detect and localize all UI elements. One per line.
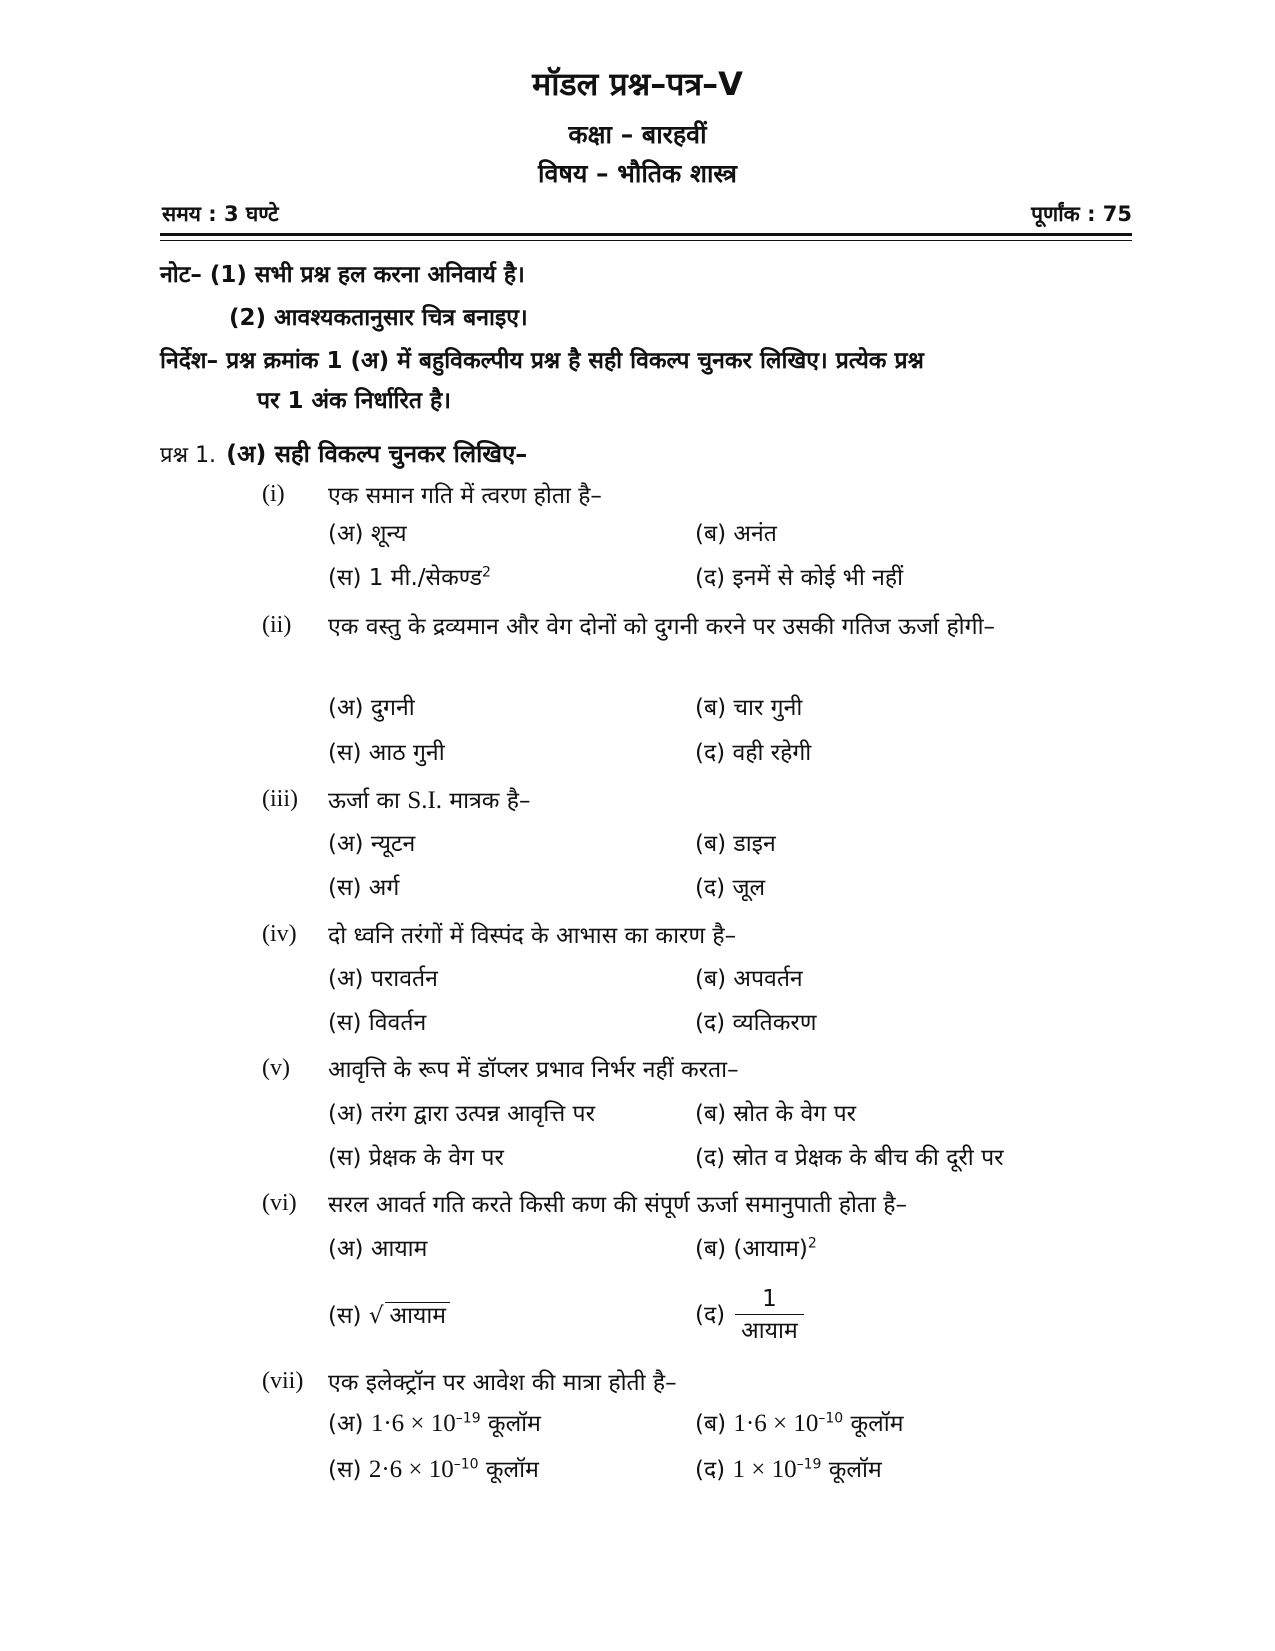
fraction-numerator: 1: [735, 1284, 804, 1315]
item-question: एक इलेक्ट्रॉन पर आवेश की मात्रा होती है–: [328, 1370, 677, 1396]
item-question: दो ध्वनि तरंगों में विस्पंद के आभास का कारण है–: [328, 923, 737, 949]
option-d: [695, 1452, 882, 1484]
option-b-unit: कूलॉम: [850, 1411, 904, 1437]
note-2: (2) आवश्यकतानुसार चित्र बनाइए।: [229, 305, 528, 331]
option-c: (स) प्रेक्षक के वेग पर: [328, 1145, 504, 1171]
subject-line: विषय – भौतिक शास्त्र: [538, 159, 737, 188]
option-a: [328, 1406, 541, 1438]
option-d: (द) स्रोत व प्रेक्षक के बीच की दूरी पर: [695, 1145, 1004, 1171]
option-a-text: (अ): [328, 1411, 364, 1437]
option-d: (द) वही रहेगी: [695, 740, 812, 766]
item-question: आवृत्ति के रूप में डॉप्लर प्रभाव निर्भर नहीं करता–: [328, 1057, 739, 1083]
option-a-unit: कूलॉम: [487, 1411, 541, 1437]
option-a: (अ) शून्य: [328, 521, 407, 547]
option-d: [695, 1284, 804, 1347]
item-text-part: मात्रक है–: [449, 788, 531, 814]
item-number: (i): [262, 481, 285, 507]
option-d: (द) जूल: [695, 875, 766, 901]
option-d-exponent: –19: [796, 1456, 822, 1473]
option-c-mantissa: 2·6 × 10: [368, 1456, 454, 1483]
option-b: (ब) अपवर्तन: [695, 966, 803, 992]
question-heading: [160, 437, 527, 470]
option-c: [328, 560, 491, 592]
option-b-exponent: 2: [807, 1235, 817, 1252]
option-c-text: (स): [328, 1303, 362, 1329]
question-label: प्रश्न 1.: [160, 443, 217, 468]
option-c: (स) आठ गुनी: [328, 740, 445, 766]
option-c-text: (स) 1 मी./सेकण्ड: [328, 565, 482, 591]
option-a: (अ) परावर्तन: [328, 966, 438, 992]
header-rule-thin: [160, 240, 1132, 241]
option-c: (स) विवर्तन: [328, 1010, 427, 1036]
option-d-unit: कूलॉम: [828, 1457, 882, 1483]
option-a: (अ) न्यूटन: [328, 831, 416, 857]
option-b: [695, 1406, 903, 1438]
option-a-exponent: –19: [455, 1410, 481, 1427]
option-b-exponent: –10: [818, 1410, 844, 1427]
option-c-unit: कूलॉम: [485, 1457, 539, 1483]
item-number: (vi): [262, 1190, 297, 1216]
sqrt-radicand: आयाम: [385, 1302, 450, 1329]
instruction-line-1: निर्देश– प्रश्न क्रमांक 1 (अ) में बहुविकल्पीय प्रश्न है सही विकल्प चुनकर लिखिए। प्रत्येक प्रश्न: [160, 348, 924, 374]
item-number: (v): [262, 1055, 290, 1081]
item-question: एक वस्तु के द्रव्यमान और वेग दोनों को दुगनी करने पर उसकी गतिज ऊर्जा होगी–: [328, 614, 996, 640]
option-b: (ब) चार गुनी: [695, 695, 803, 721]
option-d: (द) व्यतिकरण: [695, 1010, 817, 1036]
time-allowed: समय : 3 घण्टे: [162, 202, 279, 226]
option-b: (ब) डाइन: [695, 831, 776, 857]
option-c-exponent: –10: [453, 1456, 479, 1473]
option-d-mantissa: 1 × 10: [732, 1456, 797, 1483]
option-b-text: (ब) (आयाम): [695, 1236, 808, 1262]
paper-title: मॉडल प्रश्न–पत्र–V: [532, 65, 743, 103]
item-number: (iv): [262, 921, 297, 947]
part-heading: (अ) सही विकल्प चुनकर लिखिए–: [226, 440, 528, 468]
option-d-text: (द): [695, 1457, 726, 1483]
option-a: (अ) दुगनी: [328, 695, 415, 721]
option-c-text: (स): [328, 1457, 362, 1483]
option-b: (ब) अनंत: [695, 521, 777, 547]
option-c: (स) अर्ग: [328, 875, 400, 901]
note-1: नोट– (1) सभी प्रश्न हल करना अनिवार्य है।: [160, 262, 525, 288]
option-d: (द) इनमें से कोई भी नहीं: [695, 565, 904, 591]
item-text-part: ऊर्जा का: [328, 788, 401, 814]
sqrt-symbol: √: [368, 1303, 384, 1329]
item-number: (iii): [262, 786, 298, 812]
option-c-exponent: 2: [481, 564, 491, 581]
option-c: [328, 1298, 450, 1330]
option-a: (अ) तरंग द्वारा उत्पन्न आवृत्ति पर: [328, 1101, 595, 1127]
option-d-text: (द): [695, 1302, 726, 1328]
header-rule-thick: [160, 233, 1132, 236]
max-marks: पूर्णांक : 75: [1031, 202, 1132, 226]
option-b-text: (ब): [695, 1411, 727, 1437]
option-a-mantissa: 1·6 × 10: [370, 1410, 456, 1437]
option-b: [695, 1231, 817, 1263]
item-question: सरल आवर्त गति करते किसी कण की संपूर्ण ऊर्जा समानुपाती होता है–: [328, 1192, 907, 1218]
fraction-denominator: आयाम: [741, 1318, 798, 1344]
option-b: (ब) स्रोत के वेग पर: [695, 1101, 857, 1127]
item-question: एक समान गति में त्वरण होता है–: [328, 483, 602, 509]
item-number: (ii): [262, 612, 292, 638]
item-number: (vii): [262, 1368, 304, 1394]
option-c: [328, 1452, 539, 1484]
fraction: [735, 1284, 804, 1347]
instruction-line-2: पर 1 अंक निर्धारित है।: [257, 388, 451, 414]
option-a: (अ) आयाम: [328, 1236, 428, 1262]
class-line: कक्षा – बारहवीं: [568, 120, 707, 149]
si-abbreviation: S.I.: [407, 787, 443, 814]
item-question: [328, 780, 1128, 822]
option-b-mantissa: 1·6 × 10: [733, 1410, 819, 1437]
